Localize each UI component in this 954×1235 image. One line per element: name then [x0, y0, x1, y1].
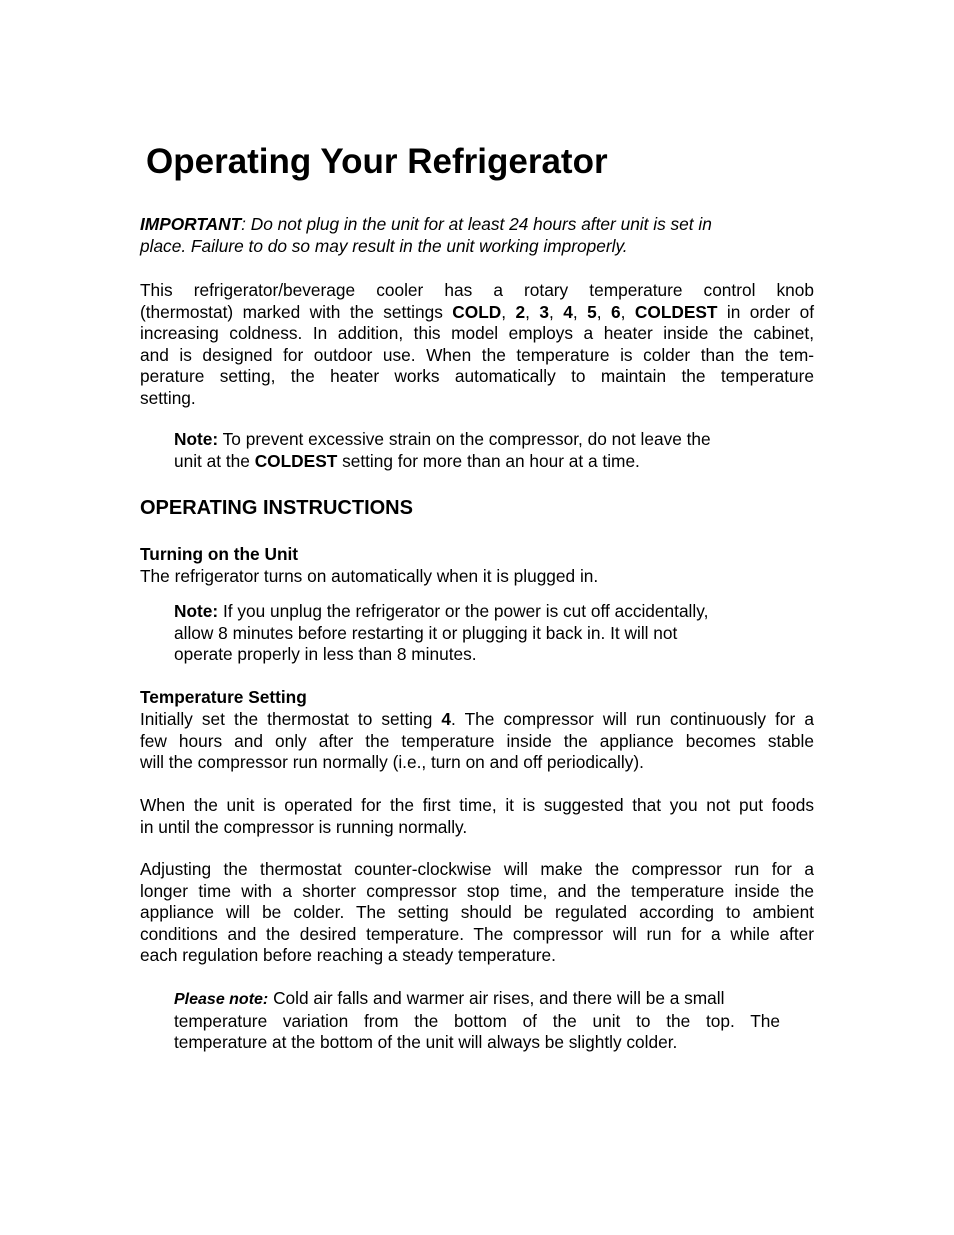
note3-line-1 — [174, 988, 780, 1011]
temp3-line-3: appliance will be colder. The setting should be regulated according to ambient — [140, 902, 814, 922]
note1-text-1: To prevent excessive strain on the compressor, do not leave the — [218, 429, 711, 449]
temp3-line-5: each regulation before reaching a steady temperature. — [140, 945, 556, 965]
intro-text-2b: in order of — [717, 301, 814, 322]
important-line-2: place. Failure to do so may result in the unit working improperly. — [140, 235, 628, 256]
note2-line-3: operate properly in less than 8 minutes. — [174, 644, 477, 664]
temperature-paragraph-1 — [140, 709, 814, 774]
sep: , — [525, 301, 540, 322]
sep: , — [572, 301, 588, 322]
temp3-line-2: longer time with a shorter compressor stop time, and the temperature inside the — [140, 880, 814, 901]
important-line-1 — [140, 214, 814, 236]
sep: , — [549, 301, 564, 322]
note3-text-1: Cold air falls and warmer air rises, and there will be a small — [268, 988, 725, 1008]
note-coldest-warning — [174, 429, 780, 472]
note1-line-2 — [174, 451, 780, 473]
note1-text-2b: setting for more than an hour at a time. — [337, 450, 640, 471]
sep: , — [596, 301, 612, 322]
setting-6: 6 — [611, 301, 621, 322]
note1-coldest: COLDEST — [254, 450, 338, 471]
note1-text-2a: unit at the — [174, 450, 255, 471]
setting-5: 5 — [587, 301, 597, 322]
setting-2: 2 — [515, 301, 526, 322]
important-notice — [140, 214, 814, 257]
temperature-paragraph-2 — [140, 795, 814, 838]
subheading-temperature-setting: Temperature Setting — [140, 687, 307, 707]
intro-line-3: increasing coldness. In addition, this model employs a heater inside the cabinet, — [140, 323, 814, 343]
note2-label: Note: — [174, 601, 219, 621]
intro-line-2 — [140, 302, 814, 324]
temp2-line-1: When the unit is operated for the first time, it is suggested that you not put foods — [140, 795, 814, 815]
setting-4: 4 — [563, 301, 573, 322]
turning-on-paragraph — [140, 566, 814, 588]
temp3-line-4: conditions and the desired temperature. The compressor will run for a while after — [140, 923, 814, 944]
intro-line-6: setting. — [140, 387, 196, 408]
setting-3: 3 — [539, 301, 550, 322]
note3-line-2: temperature variation from the bottom of the unit to the top. The — [174, 1010, 780, 1031]
intro-line-1: This refrigerator/beverage cooler has a rotary temperature control knob — [140, 280, 814, 300]
temp1-line-3: will the compressor run normally (i.e., turn on and off periodically). — [140, 752, 644, 772]
temp1-line-2: few hours and only after the temperature inside the appliance becomes stable — [140, 730, 814, 751]
subheading-turning-on: Turning on the Unit — [140, 544, 299, 564]
important-label: IMPORTANT — [140, 214, 242, 234]
temp3-line-1: Adjusting the thermostat counter-clockwise will make the compressor run for a — [140, 859, 814, 879]
important-text-1: : Do not plug in the unit for at least 24 hours after unit is set in — [241, 214, 712, 234]
note1-label: Note: — [174, 429, 219, 449]
intro-text-2a: (thermostat) marked with the settings — [140, 301, 453, 322]
temp1-text-1a: Initially set the thermostat to setting — [140, 709, 442, 729]
note-air-temperature — [174, 988, 780, 1054]
page-title: Operating Your Refrigerator — [146, 142, 608, 181]
intro-paragraph — [140, 280, 814, 409]
note2-line-1 — [174, 601, 780, 623]
temp1-text-1b: . The compressor will run continuously for a — [451, 709, 814, 729]
sep: , — [501, 301, 516, 322]
intro-line-5: perature setting, the heater works automatically to maintain the temperature — [140, 366, 814, 386]
note3-label: Please note: — [174, 991, 269, 1008]
section-heading-operating-instructions: OPERATING INSTRUCTIONS — [140, 497, 413, 519]
note1-line-1 — [174, 429, 780, 451]
turning-on-text: The refrigerator turns on automatically when it is plugged in. — [140, 566, 599, 586]
initial-setting-value: 4 — [441, 709, 452, 729]
setting-cold: COLD — [452, 301, 502, 322]
sep: , — [620, 301, 635, 322]
setting-coldest: COLDEST — [634, 301, 718, 322]
note3-line-3: temperature at the bottom of the unit will always be slightly colder. — [174, 1032, 678, 1052]
note-unplug — [174, 601, 780, 666]
temp1-line-1 — [140, 709, 814, 731]
intro-line-4: and is designed for outdoor use. When the temperature is colder than the tem- — [140, 344, 814, 365]
temp2-line-2: in until the compressor is running normally. — [140, 816, 468, 837]
note2-text-1: If you unplug the refrigerator or the power is cut off accidentally, — [218, 601, 709, 621]
temperature-paragraph-3 — [140, 859, 814, 967]
note2-line-2: allow 8 minutes before restarting it or plugging it back in. It will not — [174, 622, 678, 643]
